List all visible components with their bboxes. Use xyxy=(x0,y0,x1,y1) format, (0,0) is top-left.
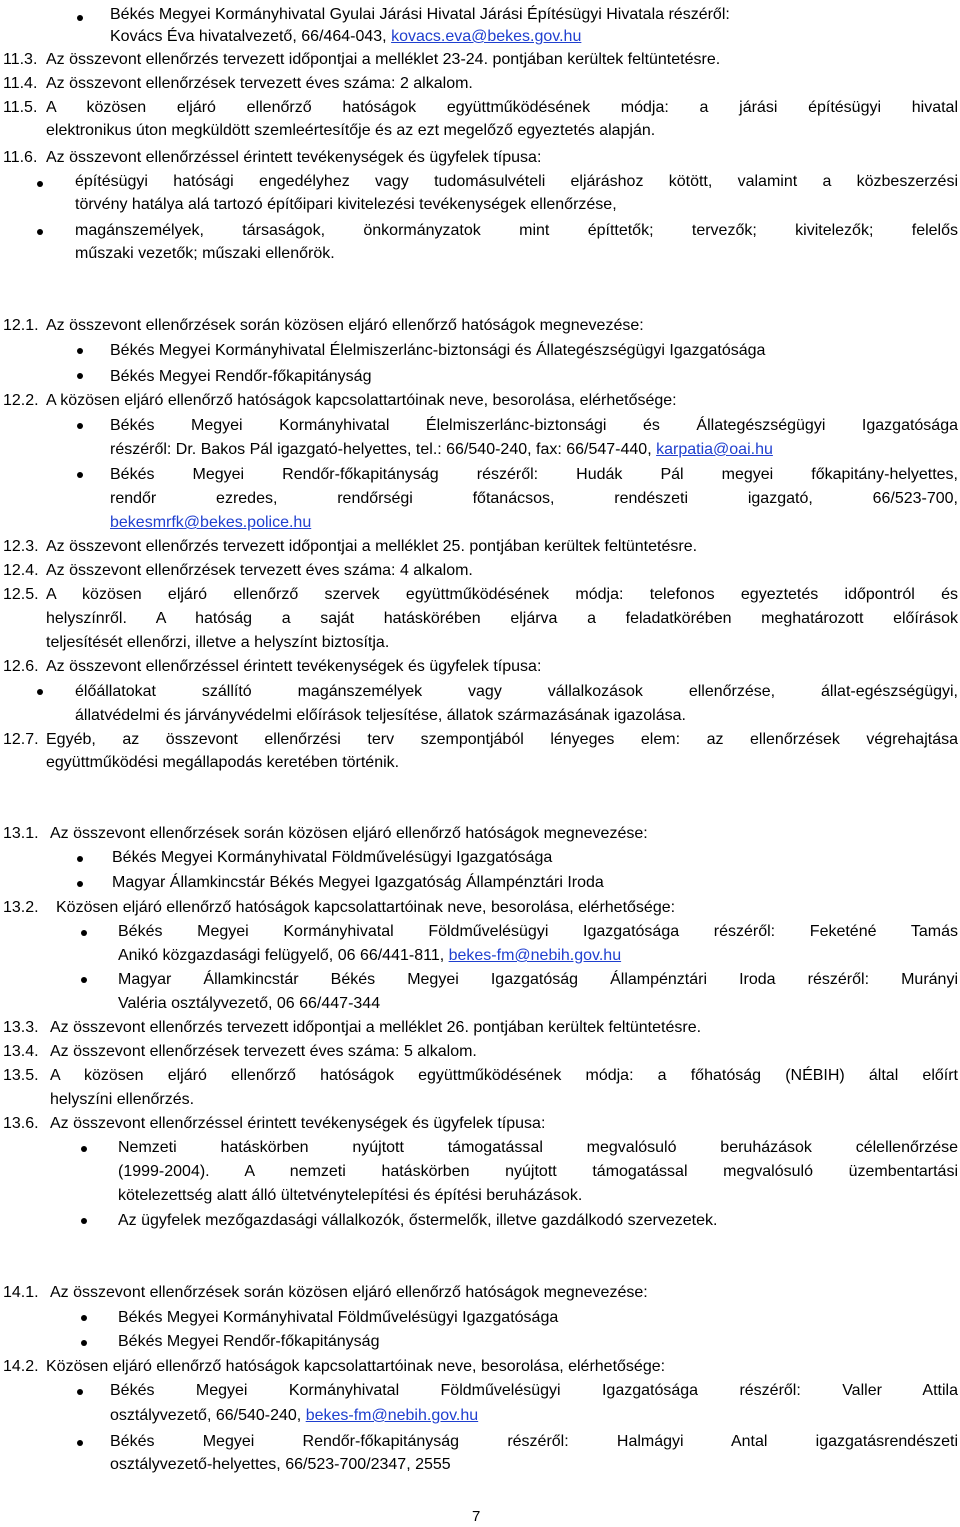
section-number: 12.1. xyxy=(3,317,39,334)
text-line: kötelezettség alatt álló ültetvénytelepítési és építési beruházások. xyxy=(118,1187,583,1204)
section-number: 12.3. xyxy=(3,538,39,555)
text-line: Egyéb, az összevont ellenőrzési terv szempontjából lényeges elem: az ellenőrzések végrehajtása xyxy=(46,731,958,748)
section-number: 12.6. xyxy=(3,658,39,675)
bullet xyxy=(77,423,83,429)
text-line: (1999-2004). A nemzeti hatáskörben nyújtott támogatással megvalósuló üzembentartási xyxy=(118,1163,958,1180)
text-line: Magyar Államkincstár Békés Megyei Igazgatóság Állampénztári Iroda xyxy=(112,874,604,891)
text-line: együttműködési megállapodás keretében történik. xyxy=(46,754,400,771)
text-line: Békés Megyei Rendőr-főkapitányság részéről: Halmágyi Antal igazgatásrendészeti xyxy=(110,1433,958,1450)
text-line: Nemzeti hatáskörben nyújtott támogatással megvalósuló beruházások célellenőrzése xyxy=(118,1139,958,1156)
email-link[interactable]: bekes-fm@nebih.gov.hu xyxy=(305,1407,479,1424)
text-line: A közösen eljáró ellenőrző hatóságok együttműködésének módja: a járási építésügyi hivatal xyxy=(46,99,958,116)
text-line: Az összevont ellenőrzések tervezett éves száma: 4 alkalom. xyxy=(46,562,473,579)
bullet xyxy=(37,689,43,695)
bullet xyxy=(77,856,83,862)
text-line: Békés Megyei Kormányhivatal Gyulai Járási Hivatal Járási Építésügyi Hivatala részéről: xyxy=(110,6,730,23)
bullet xyxy=(77,15,83,21)
email-link[interactable]: kovacs.eva@bekes.gov.hu xyxy=(391,28,582,45)
bullet xyxy=(77,1440,83,1446)
bullet xyxy=(81,930,87,936)
text-line: Az összevont ellenőrzések során közösen eljáró ellenőrző hatóságok megnevezése: xyxy=(50,1284,648,1301)
bullet xyxy=(81,1340,87,1346)
section-number: 12.7. xyxy=(3,731,39,748)
text-line: Békés Megyei Rendőr-főkapitányság xyxy=(118,1333,380,1350)
text-line: Az összevont ellenőrzések során közösen eljáró ellenőrző hatóságok megnevezése: xyxy=(46,317,644,334)
bullet xyxy=(81,1315,87,1321)
text-line: Békés Megyei Rendőr-főkapitányság xyxy=(110,368,372,385)
text-line: Az összevont ellenőrzések tervezett éves száma: 5 alkalom. xyxy=(50,1043,477,1060)
text-line: rendőr ezredes, rendőrségi főtanácsos, rendészeti igazgató, 66/523-700, xyxy=(110,490,958,507)
section-number: 13.5. xyxy=(3,1067,39,1084)
section-number: 13.1. xyxy=(3,825,39,842)
section-number: 12.2. xyxy=(3,392,39,409)
text-line: Békés Megyei Kormányhivatal Élelmiszerlánc-biztonsági és Állategészségügyi Igazgatósága xyxy=(110,417,958,434)
text-line: elektronikus úton megküldött szemleértesítője és az ezt megelőző egyeztetés alapján. xyxy=(46,122,656,139)
text-line: Az összevont ellenőrzéssel érintett tevékenységek és ügyfelek típusa: xyxy=(46,658,542,675)
text-line: Az összevont ellenőrzés tervezett időpontjai a melléklet 25. pontjában kerültek feltüntetésre. xyxy=(46,538,698,555)
text-line: magánszemélyek, társaságok, önkormányzatok mint építtetők; tervezők; kivitelezők; felelős xyxy=(75,222,958,239)
section-number: 14.2. xyxy=(3,1358,39,1375)
text-line: Békés Megyei Kormányhivatal Földművelésügyi Igazgatósága xyxy=(118,1309,559,1326)
section-number: 13.4. xyxy=(3,1043,39,1060)
text-line: Közösen eljáró ellenőrző hatóságok kapcsolattartóinak neve, besorolása, elérhetősége: xyxy=(46,1358,666,1375)
text-line: A közösen eljáró ellenőrző szervek együttműködésének módja: telefonos egyeztetés időpontról és xyxy=(46,586,958,603)
bullet xyxy=(37,229,43,235)
text-line: műszaki vezetők; műszaki ellenőrök. xyxy=(75,245,335,262)
section-number: 11.6. xyxy=(3,149,38,166)
text-line: helyszíni ellenőrzés. xyxy=(50,1091,195,1108)
page-number: 7 xyxy=(472,1508,481,1525)
text-line: osztályvezető, 66/540-240, xyxy=(110,1407,302,1424)
section-number: 13.3. xyxy=(3,1019,39,1036)
email-link[interactable]: karpatia@oai.hu xyxy=(656,441,773,458)
bullet xyxy=(81,977,87,983)
text-line: Békés Megyei Kormányhivatal Földművelésügyi Igazgatósága részéről: Valler Attila xyxy=(110,1382,958,1399)
email-link[interactable]: bekes-fm@nebih.gov.hu xyxy=(448,947,622,964)
section-number: 11.5. xyxy=(3,99,38,116)
text-line: teljesítését ellenőrzi, illetve a helyszínt biztosítja. xyxy=(46,634,390,651)
text-line: Az összevont ellenőrzéssel érintett tevékenységek és ügyfelek típusa: xyxy=(46,149,542,166)
text-line: Az összevont ellenőrzések során közösen eljáró ellenőrző hatóságok megnevezése: xyxy=(50,825,648,842)
text-line: állatvédelmi és járványvédelmi előírások teljesítése, állatok származásának igazolása. xyxy=(75,707,686,724)
text-line xyxy=(110,26,581,48)
section-number: 11.3. xyxy=(3,51,38,68)
bullet xyxy=(77,373,83,379)
section-number: 13.6. xyxy=(3,1115,39,1132)
bullet xyxy=(81,1218,87,1224)
bullet xyxy=(77,1389,83,1395)
text-line: törvény hatálya alá tartozó építőipari kivitelezési tevékenységek ellenőrzése, xyxy=(75,196,617,213)
text-line: Kovács Éva hivatalvezető, 66/464-043, xyxy=(110,28,387,45)
text-line: építésügyi hatósági engedélyhez vagy tudomásulvételi eljáráshoz kötött, valamint a közbeszerzési xyxy=(75,173,958,190)
bullet xyxy=(77,472,83,478)
section-number: 12.4. xyxy=(3,562,39,579)
text-line: Az összevont ellenőrzés tervezett időpontjai a melléklet 26. pontjában kerültek feltüntetésre. xyxy=(50,1019,702,1036)
section-number: 13.2. xyxy=(3,899,39,916)
text-line: élőállatokat szállító magánszemélyek vagy vállalkozások ellenőrzése, állat-egészségügyi, xyxy=(75,683,958,700)
text-line: Az ügyfelek mezőgazdasági vállalkozók, őstermelők, illetve gazdálkodó szervezetek. xyxy=(118,1212,718,1229)
text-line: Az összevont ellenőrzések tervezett éves száma: 2 alkalom. xyxy=(46,75,473,92)
section-number: 12.5. xyxy=(3,586,39,603)
text-line: A közösen eljáró ellenőrző hatóságok kapcsolattartóinak neve, besorolása, elérhetősége: xyxy=(46,392,677,409)
section-number: 14.1. xyxy=(3,1284,39,1301)
text-line: Az összevont ellenőrzés tervezett időpontjai a melléklet 23-24. pontjában kerültek feltüntetésre. xyxy=(46,51,721,68)
text-line: Békés Megyei Kormányhivatal Földművelésügyi Igazgatósága xyxy=(112,849,553,866)
text-line: Békés Megyei Rendőr-főkapitányság részéről: Hudák Pál megyei főkapitány-helyettes, xyxy=(110,466,958,483)
text-line: Az összevont ellenőrzéssel érintett tevékenységek és ügyfelek típusa: xyxy=(50,1115,546,1132)
text-line: Valéria osztályvezető, 06 66/447-344 xyxy=(118,995,381,1012)
text-line: Békés Megyei Kormányhivatal Földművelésügyi Igazgatósága részéről: Feketéné Tamás xyxy=(118,923,958,940)
bullet xyxy=(37,181,43,187)
text-line xyxy=(118,945,621,967)
text-line: Békés Megyei Kormányhivatal Élelmiszerlánc-biztonsági és Állategészségügyi Igazgatósága xyxy=(110,342,766,359)
text-line xyxy=(110,1405,478,1427)
email-link[interactable]: bekesmrfk@bekes.police.hu xyxy=(110,514,312,531)
text-line: részéről: Dr. Bakos Pál igazgató-helyettes, tel.: 66/540-240, fax: 66/547-440, xyxy=(110,441,652,458)
text-line xyxy=(110,439,773,461)
text-line: osztályvezető-helyettes, 66/523-700/2347, 2555 xyxy=(110,1456,451,1473)
bullet xyxy=(81,1146,87,1152)
text-line: Közösen eljáró ellenőrző hatóságok kapcsolattartóinak neve, besorolása, elérhetősége: xyxy=(56,899,676,916)
bullet xyxy=(77,348,83,354)
text-line: Magyar Államkincstár Békés Megyei Igazgatóság Állampénztári Iroda részéről: Murányi xyxy=(118,971,958,988)
section-number: 11.4. xyxy=(3,75,38,92)
text-line: A közösen eljáró ellenőrző hatóságok együttműködésének módja: a főhatóság (NÉBIH) által előírt xyxy=(50,1067,958,1084)
bullet xyxy=(77,881,83,887)
text-line: Anikó közgazdasági felügyelő, 06 66/441-811, xyxy=(118,947,445,964)
text-line: helyszínről. A hatóság a saját hatáskörében eljárva a feladatkörében meghatározott előírások xyxy=(46,610,958,627)
